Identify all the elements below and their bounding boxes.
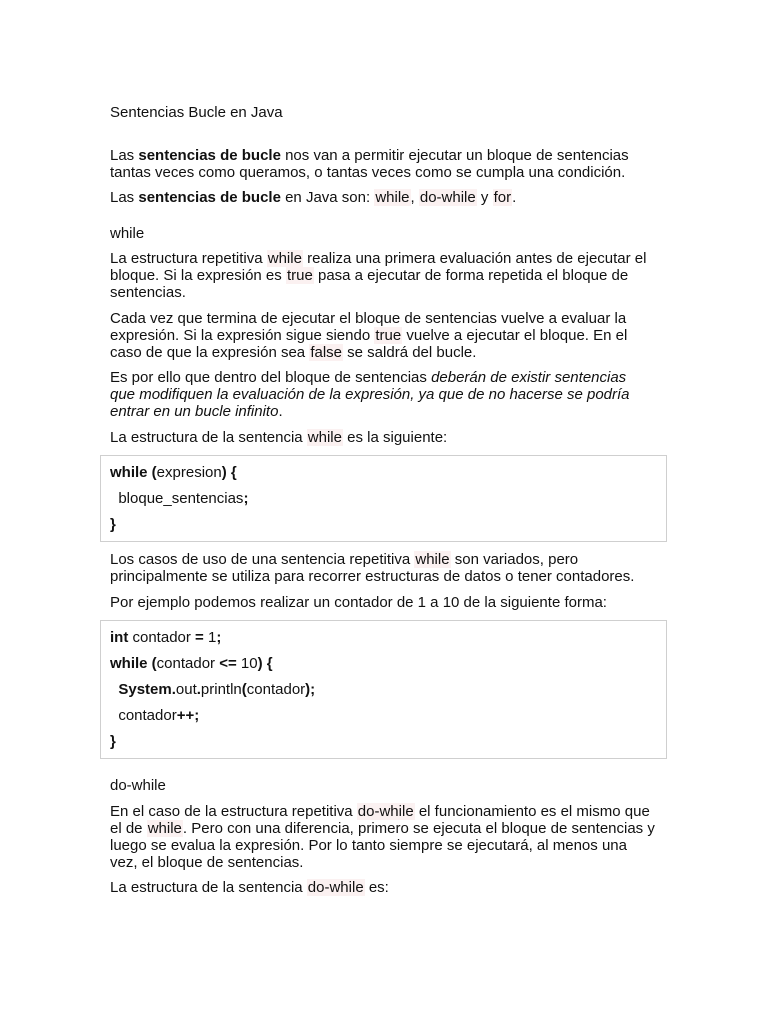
italic-text: deberán de existir sentencias que modifiquen la evaluación de la expresión, ya que de no hacerse se podría entrar en un bucle infinito (110, 369, 630, 420)
intro-paragraph-1 (110, 147, 655, 181)
do-while-paragraph-2 (110, 879, 655, 896)
text: Por ejemplo podemos realizar un contador de 1 a 10 de la siguiente forma: (110, 594, 607, 611)
text: . Pero con una diferencia, primero se ejecuta el bloque de sentencias y luego se evalua la expresión. Por lo tanto siempre se ejecutará, al menos una vez, el bloque de sentencias. (110, 820, 655, 871)
while-paragraph-4 (110, 429, 655, 446)
code-line (110, 729, 657, 755)
code-symbol: } (110, 733, 116, 750)
keyword-for: for (493, 189, 512, 206)
while-paragraph-6 (110, 594, 655, 611)
code-symbol: ) { (257, 655, 273, 672)
text: . (512, 189, 517, 206)
keyword-false: false (310, 344, 342, 361)
code-keyword: while ( (110, 655, 157, 672)
code-text: println (200, 681, 242, 698)
code-text: contador (110, 707, 177, 724)
code-text: contador (246, 681, 306, 698)
page-title-text: Sentencias Bucle en Java (110, 104, 283, 121)
code-line (110, 677, 657, 703)
code-symbol: ; (216, 629, 222, 646)
text: Cada vez que termina de ejecutar el bloque de sentencias vuelve a evaluar la expresión. Si la expresión sigue siendo (110, 310, 627, 344)
while-paragraph-5 (110, 551, 655, 585)
text: Las (110, 189, 139, 206)
section-heading-while (110, 225, 655, 242)
code-symbol: ; (243, 490, 249, 507)
text: . (278, 403, 283, 420)
bold-term: sentencias de bucle (138, 147, 281, 164)
keyword-while: while (307, 429, 342, 446)
code-symbol: ); (305, 681, 316, 698)
code-symbol: = (195, 629, 204, 646)
keyword-true: true (286, 267, 313, 284)
code-symbol: } (110, 516, 116, 533)
text: Los casos de uso de una sentencia repetitiva (110, 551, 415, 568)
text: pasa a ejecutar de forma repetida el bloque de sentencias. (110, 267, 629, 301)
text: realiza una primera evaluación antes de ejecutar el bloque. Si la expresión es (110, 250, 647, 284)
text: Es por ello que dentro del bloque de sentencias (110, 369, 432, 386)
text: es: (364, 879, 389, 896)
text: y (476, 189, 493, 206)
keyword-do-while: do-while (307, 879, 364, 896)
code-keyword: int (110, 629, 129, 646)
code-keyword: System (118, 681, 172, 698)
section-heading-do-while (110, 777, 655, 794)
bold-term: sentencias de bucle (138, 189, 281, 206)
code-line (110, 512, 657, 538)
code-number: 10 (236, 655, 258, 672)
code-text: bloque_sentencias (110, 490, 244, 507)
keyword-do-while: do-while (357, 803, 414, 820)
code-line (110, 651, 657, 677)
code-line (110, 703, 657, 729)
do-while-paragraph-1 (110, 803, 655, 871)
text: en Java son: (280, 189, 375, 206)
code-symbol: ++; (176, 707, 200, 724)
text: , (410, 189, 419, 206)
code-keyword: while ( (110, 464, 157, 481)
heading-text: while (110, 225, 145, 242)
keyword-while: while (147, 820, 182, 837)
code-line (110, 460, 657, 486)
keyword-true: true (375, 327, 402, 344)
code-text: expresion (156, 464, 222, 481)
code-text: contador (156, 655, 220, 672)
code-block-counter-example (100, 620, 667, 759)
text: La estructura repetitiva (110, 250, 267, 267)
while-paragraph-2 (110, 310, 655, 361)
code-number: 1 (203, 629, 217, 646)
intro-paragraph-2 (110, 189, 655, 206)
keyword-while: while (415, 551, 450, 568)
keyword-while: while (267, 250, 302, 267)
text: es la siguiente: (342, 429, 448, 446)
code-symbol: . (196, 681, 201, 698)
code-line (110, 625, 657, 651)
page-title (110, 104, 655, 121)
code-block-while-syntax (100, 455, 667, 542)
keyword-do-while: do-while (419, 189, 476, 206)
code-text: contador (128, 629, 196, 646)
text: el funcionamiento es el mismo que el de (110, 803, 650, 837)
heading-text: do-while (110, 777, 166, 794)
code-symbol: ( (241, 681, 247, 698)
text: La estructura de la sentencia (110, 429, 307, 446)
text: La estructura de la sentencia (110, 879, 307, 896)
text: vuelve a ejecutar el bloque. En el caso de que la expresión sea (110, 327, 628, 361)
text: son variados, pero principalmente se utiliza para recorrer estructuras de datos o tener contadores. (110, 551, 635, 585)
text: se saldrá del bucle. (343, 344, 477, 361)
code-text: out (175, 681, 197, 698)
while-paragraph-1 (110, 250, 655, 301)
while-paragraph-3 (110, 369, 655, 420)
code-symbol: . (171, 681, 176, 698)
text: En el caso de la estructura repetitiva (110, 803, 357, 820)
keyword-while: while (375, 189, 410, 206)
code-line (110, 486, 657, 512)
code-symbol: <= (219, 655, 237, 672)
text: Las (110, 147, 139, 164)
code-symbol: ) { (221, 464, 237, 481)
text: nos van a permitir ejecutar un bloque de sentencias tantas veces como queramos, o tantas veces como se cumpla una condición. (110, 147, 629, 181)
